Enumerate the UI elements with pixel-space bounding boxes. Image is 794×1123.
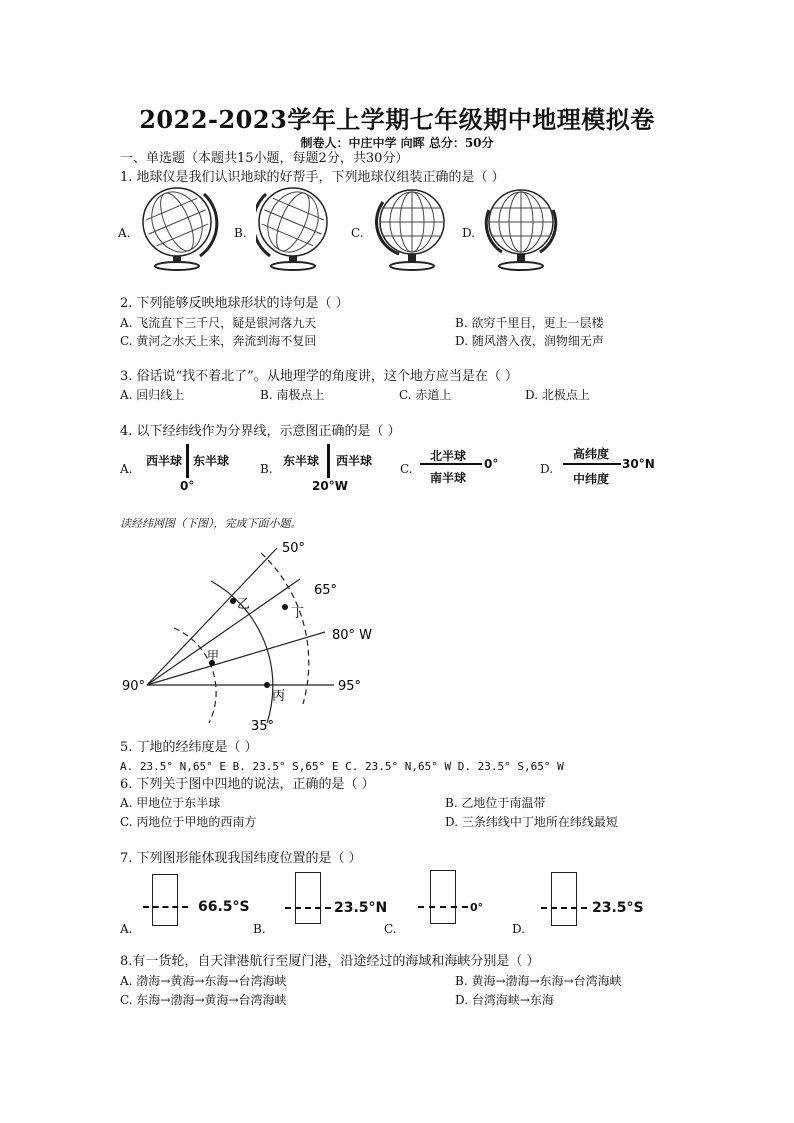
q4a-divider [186, 444, 189, 478]
q2-stem: 2. 下列能够反映地球形状的诗句是（ ） [120, 296, 349, 311]
fig-label-upper: 65° [314, 583, 338, 598]
q4c-value: 0° [484, 457, 499, 471]
q2-option-b: B. 欲穷千里目，更上一层楼 [455, 316, 604, 330]
q4d-bottom-label: 中纬度 [573, 472, 610, 486]
q4d-divider [563, 463, 621, 465]
q3-option-d: D. 北极点上 [525, 388, 590, 402]
q4a-right-label: 东半球 [193, 454, 230, 468]
q7a-box [152, 874, 178, 926]
q3-option-b: B. 南极点上 [260, 388, 325, 402]
fig-label-top: 50° [282, 541, 306, 556]
q7-stem: 7. 下列图形能体现我国纬度位置的是（ ） [120, 851, 362, 866]
section-heading: 一、单选题（本题共15小题，每题2分，共30分） [120, 151, 409, 166]
q7d-line [541, 907, 587, 909]
q8-option-c: C. 东海→渤海→黄海→台湾海峡 [120, 993, 287, 1007]
q3-stem: 3. 俗话说“找不着北了”。从地理学的角度讲，这个地方应当是在（ ） [120, 369, 518, 384]
q7-label-a: A. [120, 922, 133, 936]
q4c-bottom-label: 南半球 [430, 471, 467, 485]
globe-d-icon [484, 186, 564, 274]
q4b-divider [327, 444, 330, 478]
fig-point-bing: 丙 [272, 689, 286, 704]
globe-a-icon [140, 186, 220, 274]
fig-label-left: 90° [122, 679, 146, 694]
q7b-value: 23.5°N [334, 900, 388, 916]
q4c-divider [420, 463, 482, 465]
page-title: 2022-2023学年上学期七年级期中地理模拟卷 [139, 105, 655, 134]
q7d-value: 23.5°S [592, 900, 644, 916]
q2-option-d: D. 随风潜入夜，润物细无声 [455, 334, 604, 348]
q1-label-c: C. [351, 226, 364, 240]
page-subtitle: 制卷人：中庄中学 向晖 总分：50分 [300, 136, 494, 150]
fig-label-mid: 80° W [332, 628, 373, 643]
q7-label-d: D. [512, 922, 526, 936]
q4c-top-label: 北半球 [430, 449, 467, 463]
globe-c-icon [375, 186, 455, 274]
q8-stem: 8.有一货轮，自天津港航行至厦门港，沿途经过的海域和海峡分别是（ ） [120, 954, 540, 969]
q7b-line [285, 907, 331, 909]
q4a-left-label: 西半球 [146, 454, 183, 468]
q4-label-a: A. [120, 462, 133, 476]
q4d-value: 30°N [622, 457, 655, 471]
q4-label-c: C. [400, 462, 413, 476]
q7b-box [295, 872, 321, 924]
q3-option-c: C. 赤道上 [399, 388, 452, 402]
q7c-value: 0° [470, 901, 484, 914]
q7-label-b: B. [253, 922, 266, 936]
fig-label-bottom: 35° [251, 719, 275, 734]
fig-point-jia: 甲 [207, 649, 220, 663]
q6-option-a: A. 甲地位于东半球 [120, 796, 221, 810]
q6-option-c: C. 丙地位于甲地的西南方 [120, 815, 257, 829]
q1-stem: 1. 地球仪是我们认识地球的好帮手，下列地球仪组装正确的是（ ） [120, 170, 505, 185]
q4-label-b: B. [260, 462, 273, 476]
q7d-box [551, 872, 577, 926]
q8-option-d: D. 台湾海峡→东海 [455, 993, 554, 1007]
q7-label-c: C. [384, 922, 397, 936]
q7c-box [430, 870, 456, 924]
q4b-right-label: 西半球 [336, 454, 373, 468]
q1-label-b: B. [234, 226, 247, 240]
q4d-top-label: 高纬度 [573, 447, 610, 461]
q6-option-b: B. 乙地位于南温带 [445, 796, 546, 810]
q7c-line [418, 906, 468, 908]
q6-option-d: D. 三条纬线中丁地所在纬线最短 [445, 815, 618, 829]
q5-stem: 5. 丁地的经纬度是（ ） [120, 740, 258, 755]
q4b-value: 20°W [312, 479, 348, 493]
q4b-left-label: 东半球 [283, 454, 320, 468]
q4-stem: 4. 以下经纬线作为分界线，示意图正确的是（ ） [120, 424, 401, 439]
fig-label-right: 95° [338, 679, 362, 694]
fig-point-yi: 乙 [237, 597, 251, 612]
q2-option-c: C. 黄河之水天上来，奔流到海不复回 [120, 334, 317, 348]
q1-label-a: A. [118, 226, 131, 240]
q7a-value: 66.5°S [198, 899, 250, 915]
q2-option-a: A. 飞流直下三千尺，疑是银河落九天 [120, 316, 317, 330]
q1-label-d: D. [462, 226, 476, 240]
reading-prompt: 读经纬网图（下图），完成下面小题。 [120, 517, 302, 530]
fig-point-ding: 丁 [291, 606, 305, 621]
q7a-line [143, 906, 188, 908]
q3-option-a: A. 回归线上 [120, 388, 185, 402]
q4a-value: 0° [180, 479, 195, 493]
q5-options: A. 23.5° N,65° E B. 23.5° S,65° E C. 23.5° N,65° W D. 23.5° S,65° W [120, 760, 564, 773]
q8-option-a: A. 渤海→黄海→东海→台湾海峡 [120, 974, 287, 988]
latlong-grid-figure [110, 536, 380, 736]
globe-b-icon [256, 186, 336, 274]
q4-label-d: D. [540, 462, 554, 476]
q8-option-b: B. 黄海→渤海→东海→台湾海峡 [455, 974, 622, 988]
q6-stem: 6. 下列关于图中四地的说法，正确的是（ ） [120, 777, 375, 792]
